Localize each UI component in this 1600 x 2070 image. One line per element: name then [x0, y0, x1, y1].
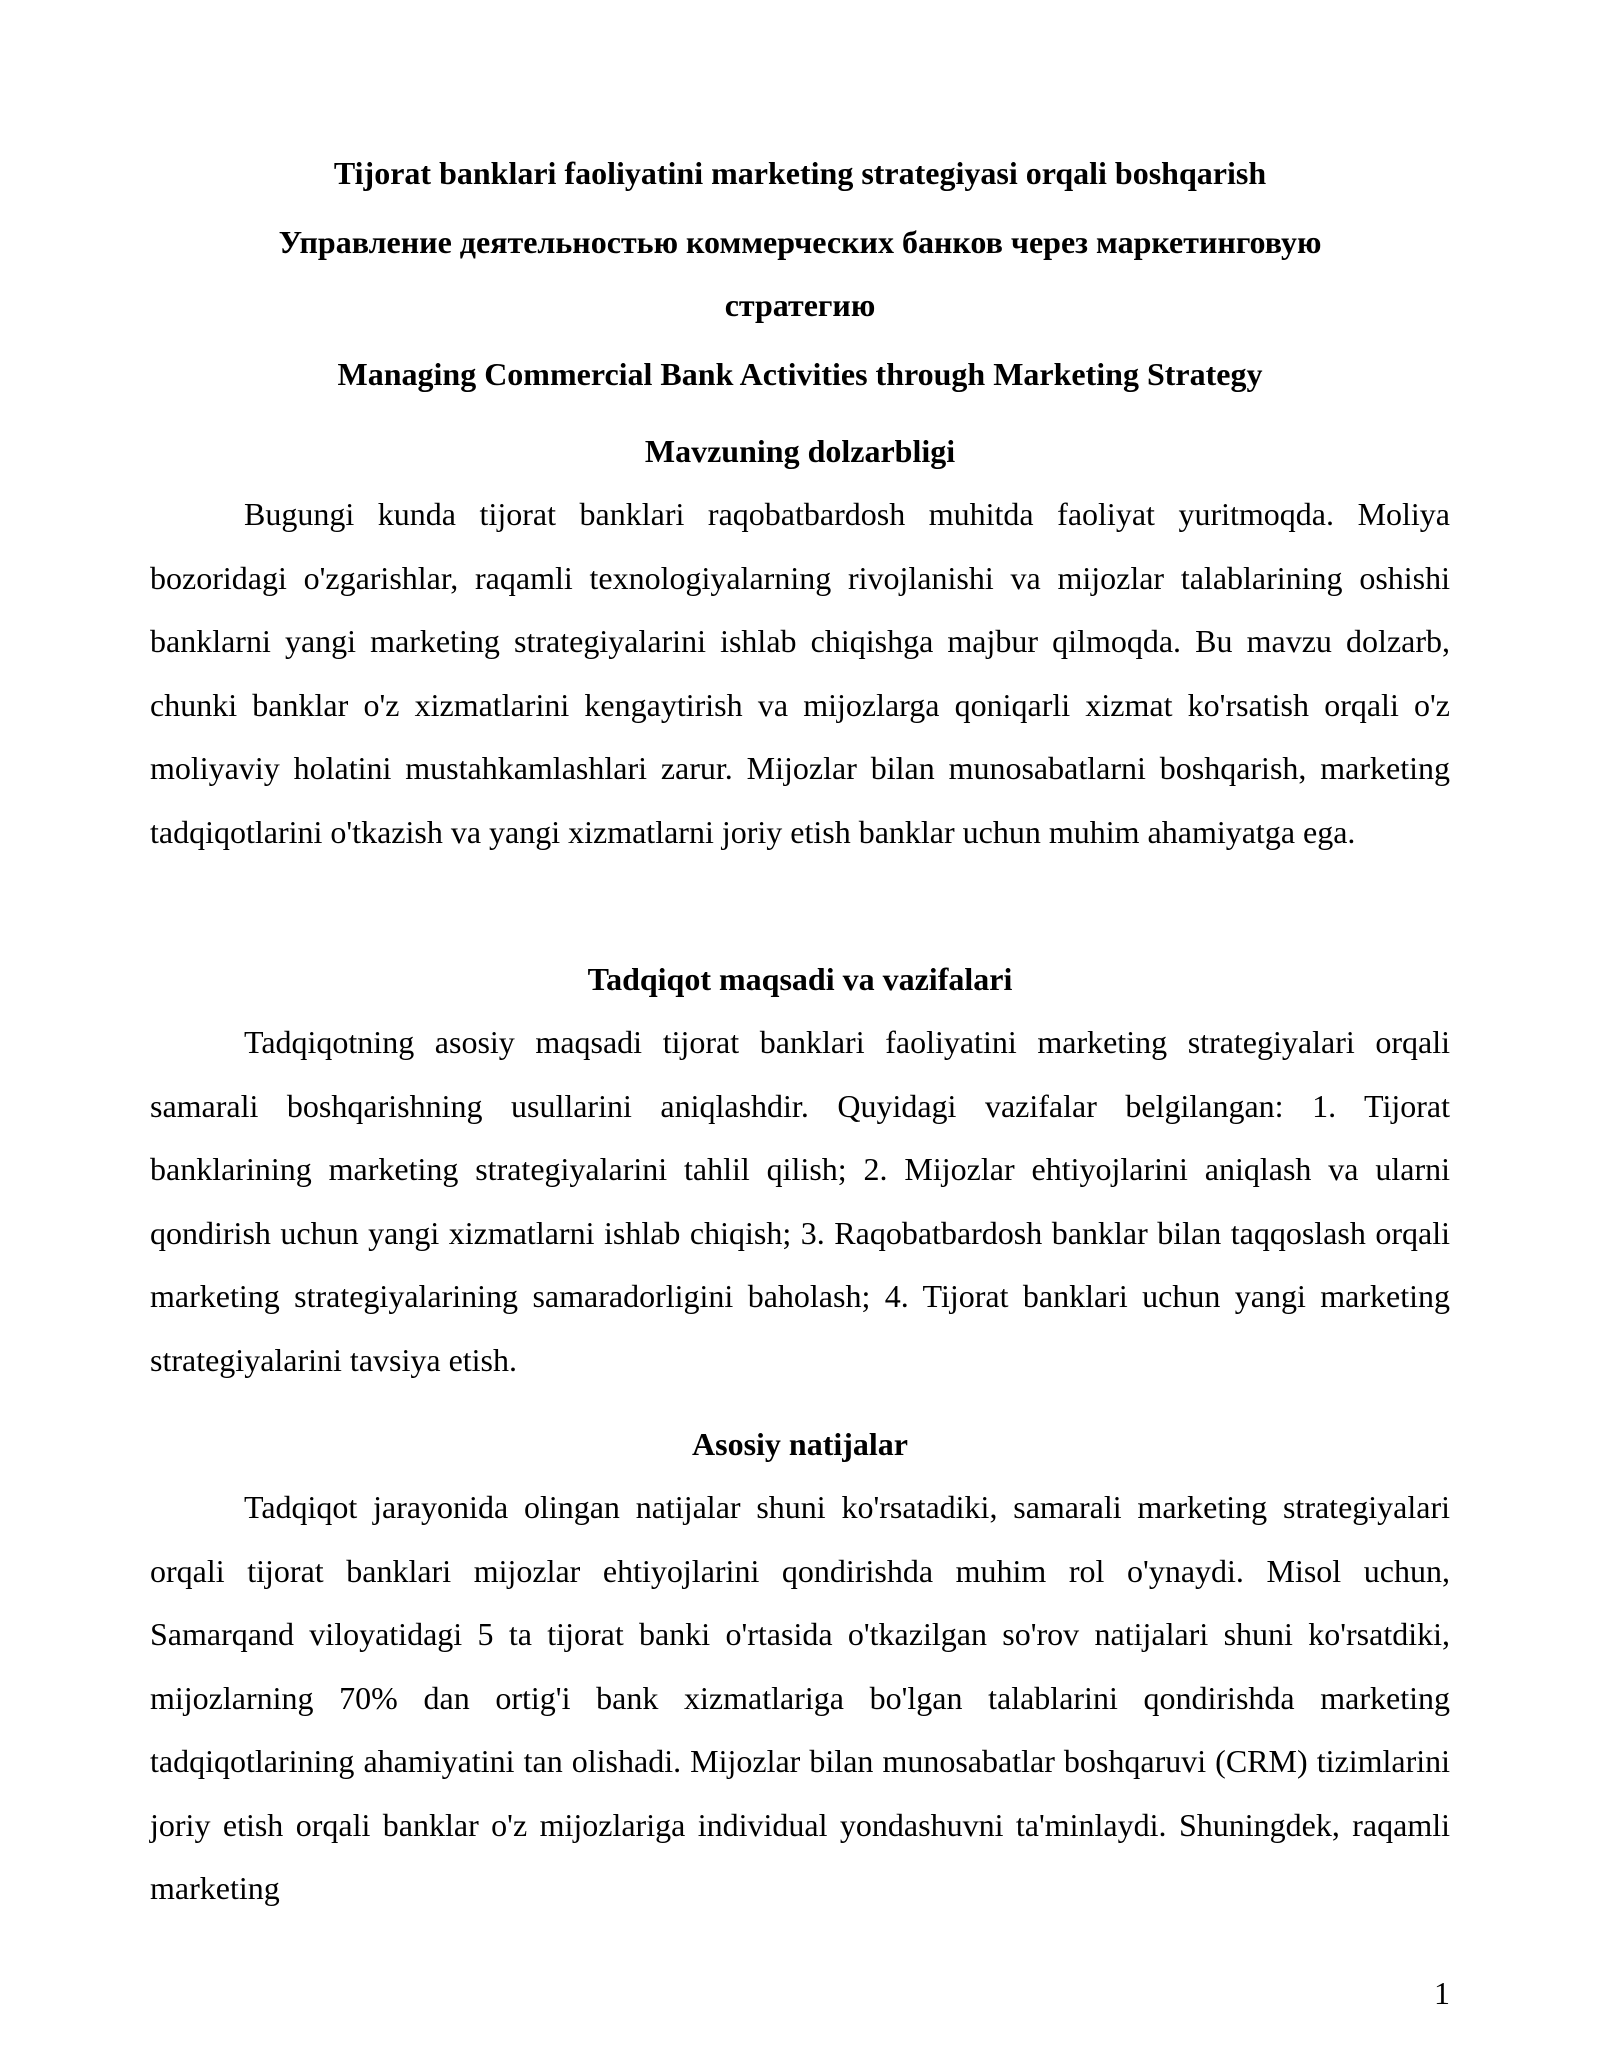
section-paragraph-goals: Tadqiqotning asosiy maqsadi tijorat banklari faoliyatini marketing strategiyalari orqali samarali boshqarishning usullarini aniqlashdir. Quyidagi vazifalar belgilangan: 1. Tijorat banklarining marketing strategiyalarini tahlil qilish; 2. Mijozlar ehtiyojlarini aniqlash va ularni qondirish uchun yangi xizmatlarni ishlab chiqish; 3. Raqobatbardosh banklar bilan taqqoslash orqali marketing strategiyalarining samaradorligini baholash; 4. Tijorat banklari uchun yangi marketing strategiyalarini tavsiya etish.	[150, 1024, 1450, 1378]
section-goals	[150, 948, 1450, 1392]
page-number: 1	[1434, 1975, 1450, 2011]
title-uzbek: Tijorat banklari faoliyatini marketing strategiyasi orqali boshqarish	[333, 155, 1267, 191]
title-russian-line-2: стратегию	[724, 287, 876, 323]
title-block	[150, 142, 1450, 406]
section-paragraph-relevance: Bugungi kunda tijorat banklari raqobatbardosh muhitda faoliyat yuritmoqda. Moliya bozoridagi o'zgarishlar, raqamli texnologiyalarning rivojlanishi va mijozlar talablarining oshishi banklarni yangi marketing strategiyalarini ishlab chiqishga majbur qilmoqda. Bu mavzu dolzarb, chunki banklar o'z xizmatlarini kengaytirish va mijozlarga qoniqarli xizmat ko'rsatish orqali o'z moliyaviy holatini mustahkamlashlari zarur. Mijozlar bilan munosabatlarni boshqarish, marketing tadqiqotlarini o'tkazish va yangi xizmatlarni joriy etish banklar uchun muhim ahamiyatga ega.	[150, 496, 1450, 850]
section-relevance	[150, 420, 1450, 864]
section-results	[150, 1413, 1450, 1921]
section-heading-goals: Tadqiqot maqsadi va vazifalari	[587, 961, 1013, 997]
title-english: Managing Commercial Bank Activities through Marketing Strategy	[337, 356, 1263, 392]
section-heading-results: Asosiy natijalar	[692, 1426, 908, 1462]
title-russian-line-1: Управление деятельностью коммерческих банков через маркетинговую	[278, 224, 1322, 260]
section-heading-relevance: Mavzuning dolzarbligi	[644, 433, 956, 469]
section-paragraph-results: Tadqiqot jarayonida olingan natijalar shuni ko'rsatadiki, samarali marketing strategiyalari orqali tijorat banklari mijozlar ehtiyojlarini qondirishda muhim rol o'ynaydi. Misol uchun, Samarqand viloyatidagi 5 ta tijorat banki o'rtasida o'tkazilgan so'rov natijalari shuni ko'rsatdiki, mijozlarning 70% dan ortig'i bank xizmatlariga bo'lgan talablarini qondirishda marketing tadqiqotlarining ahamiyatini tan olishadi. Mijozlar bilan munosabatlar boshqaruvi (CRM) tizimlarini joriy etish orqali banklar o'z mijozlariga individual yondashuvni ta'minlaydi. Shuningdek, raqamli marketing	[150, 1489, 1450, 1906]
